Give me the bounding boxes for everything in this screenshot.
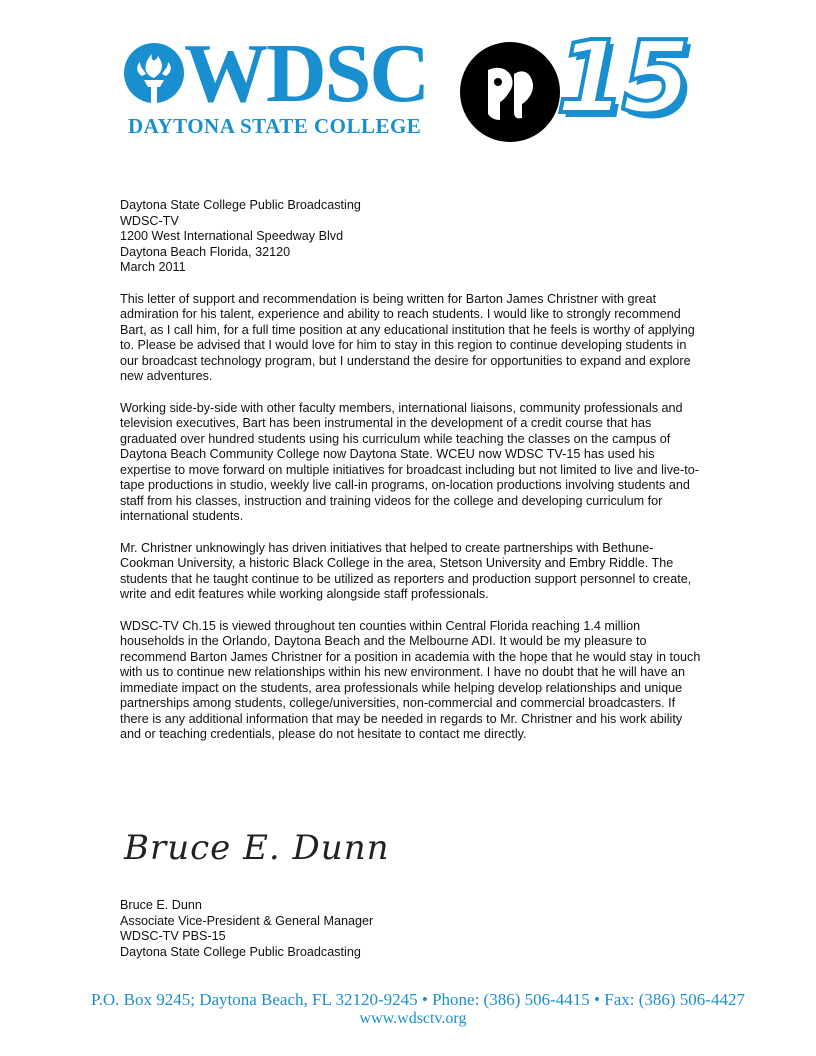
signature-block [120,898,373,960]
body-paragraph: This letter of support and recommendation is being written for Barton James Christner with great admiration for his talent, experience and ability to reach students. I would like to strongly recommend Bart, as I call him, for a full time position at any educational institution that he feels is worthy of applying to. Please be advised that I would love for him to stay in this region to continue developing students in our broadcast technology program, but I understand the desire for opportunities to expand and explore new adventures. [120,291,695,383]
body-paragraph: Working side-by-side with other faculty members, international liaisons, community professionals and television executives, Bart has been instrumental in the development of a credit course that has graduated over hundred students using his curriculum while teaching the classes on the campus of Daytona Beach Community College now Daytona State. WCEU now WDSC TV-15 has used his expertise to move forward on multiple initiatives for broadcast including but not limited to live and live-to-tape productions in studio, weekly live call-in programs, on-location productions involving students and staff from his classes, instruction and training videos for the college and developing curriculum for international students. [120,400,699,523]
letter-date: March 2011 [120,260,186,274]
footer-website: www.wdsctv.org [359,1010,467,1027]
sender-address [120,198,702,276]
channel-number: 15 [556,19,688,136]
signer-name: Bruce E. Dunn [120,898,202,912]
letterhead [122,19,688,150]
pbs-icon [458,40,562,144]
footer-contact: P.O. Box 9245; Daytona Beach, FL 32120-9245 • Phone: (386) 506-4415 • Fax: (386) 506-4427 [91,990,745,1009]
letter-body [120,198,702,743]
address-line: Daytona State College Public Broadcasting [120,198,361,212]
address-line: Daytona Beach Florida, 32120 [120,244,291,259]
body-paragraph: WDSC-TV Ch.15 is viewed throughout ten counties within Central Florida reaching 1.4 million households in the Orlando, Daytona Beach and the Melbourne ADI. It would be my pleasure to recommend Barton James Christner for a position in academia with the hope that he would stay in touch with us to continue new relationships within his new environment. I have no doubt that he will have an immediate impact on the students, area professionals while helping develop relationships and unique partnerships among students, college/universities, non-commercial and commercial broadcasters. If there is any additional information that may be needed in regards to Mr. Christner and his work ability and or teaching credentials, please do not hesitate to contact me directly. [120,618,701,741]
signer-title: Associate Vice-President & General Manager [120,913,374,928]
station-logo-text: WDSC [184,27,429,120]
letter-footer [0,990,816,1028]
signer-org: WDSC-TV PBS-15 [120,929,226,943]
address-line: 1200 West International Speedway Blvd [120,229,344,243]
college-name: DAYTONA STATE COLLEGE [128,114,422,138]
address-line: WDSC-TV [120,213,179,228]
signer-org: Daytona State College Public Broadcasting [120,944,361,959]
handwritten-signature: Bruce E. Dunn [124,828,390,868]
torch-icon [122,40,186,110]
body-paragraph: Mr. Christner unknowingly has driven initiatives that helped to create partnerships with Bethune-Cookman University, a historic Black College in the area, Stetson University and Embry Riddle. The students that he taught continue to be utilized as reporters and production support personnel to create, write and edit features while working alongside staff professionals. [120,540,692,601]
